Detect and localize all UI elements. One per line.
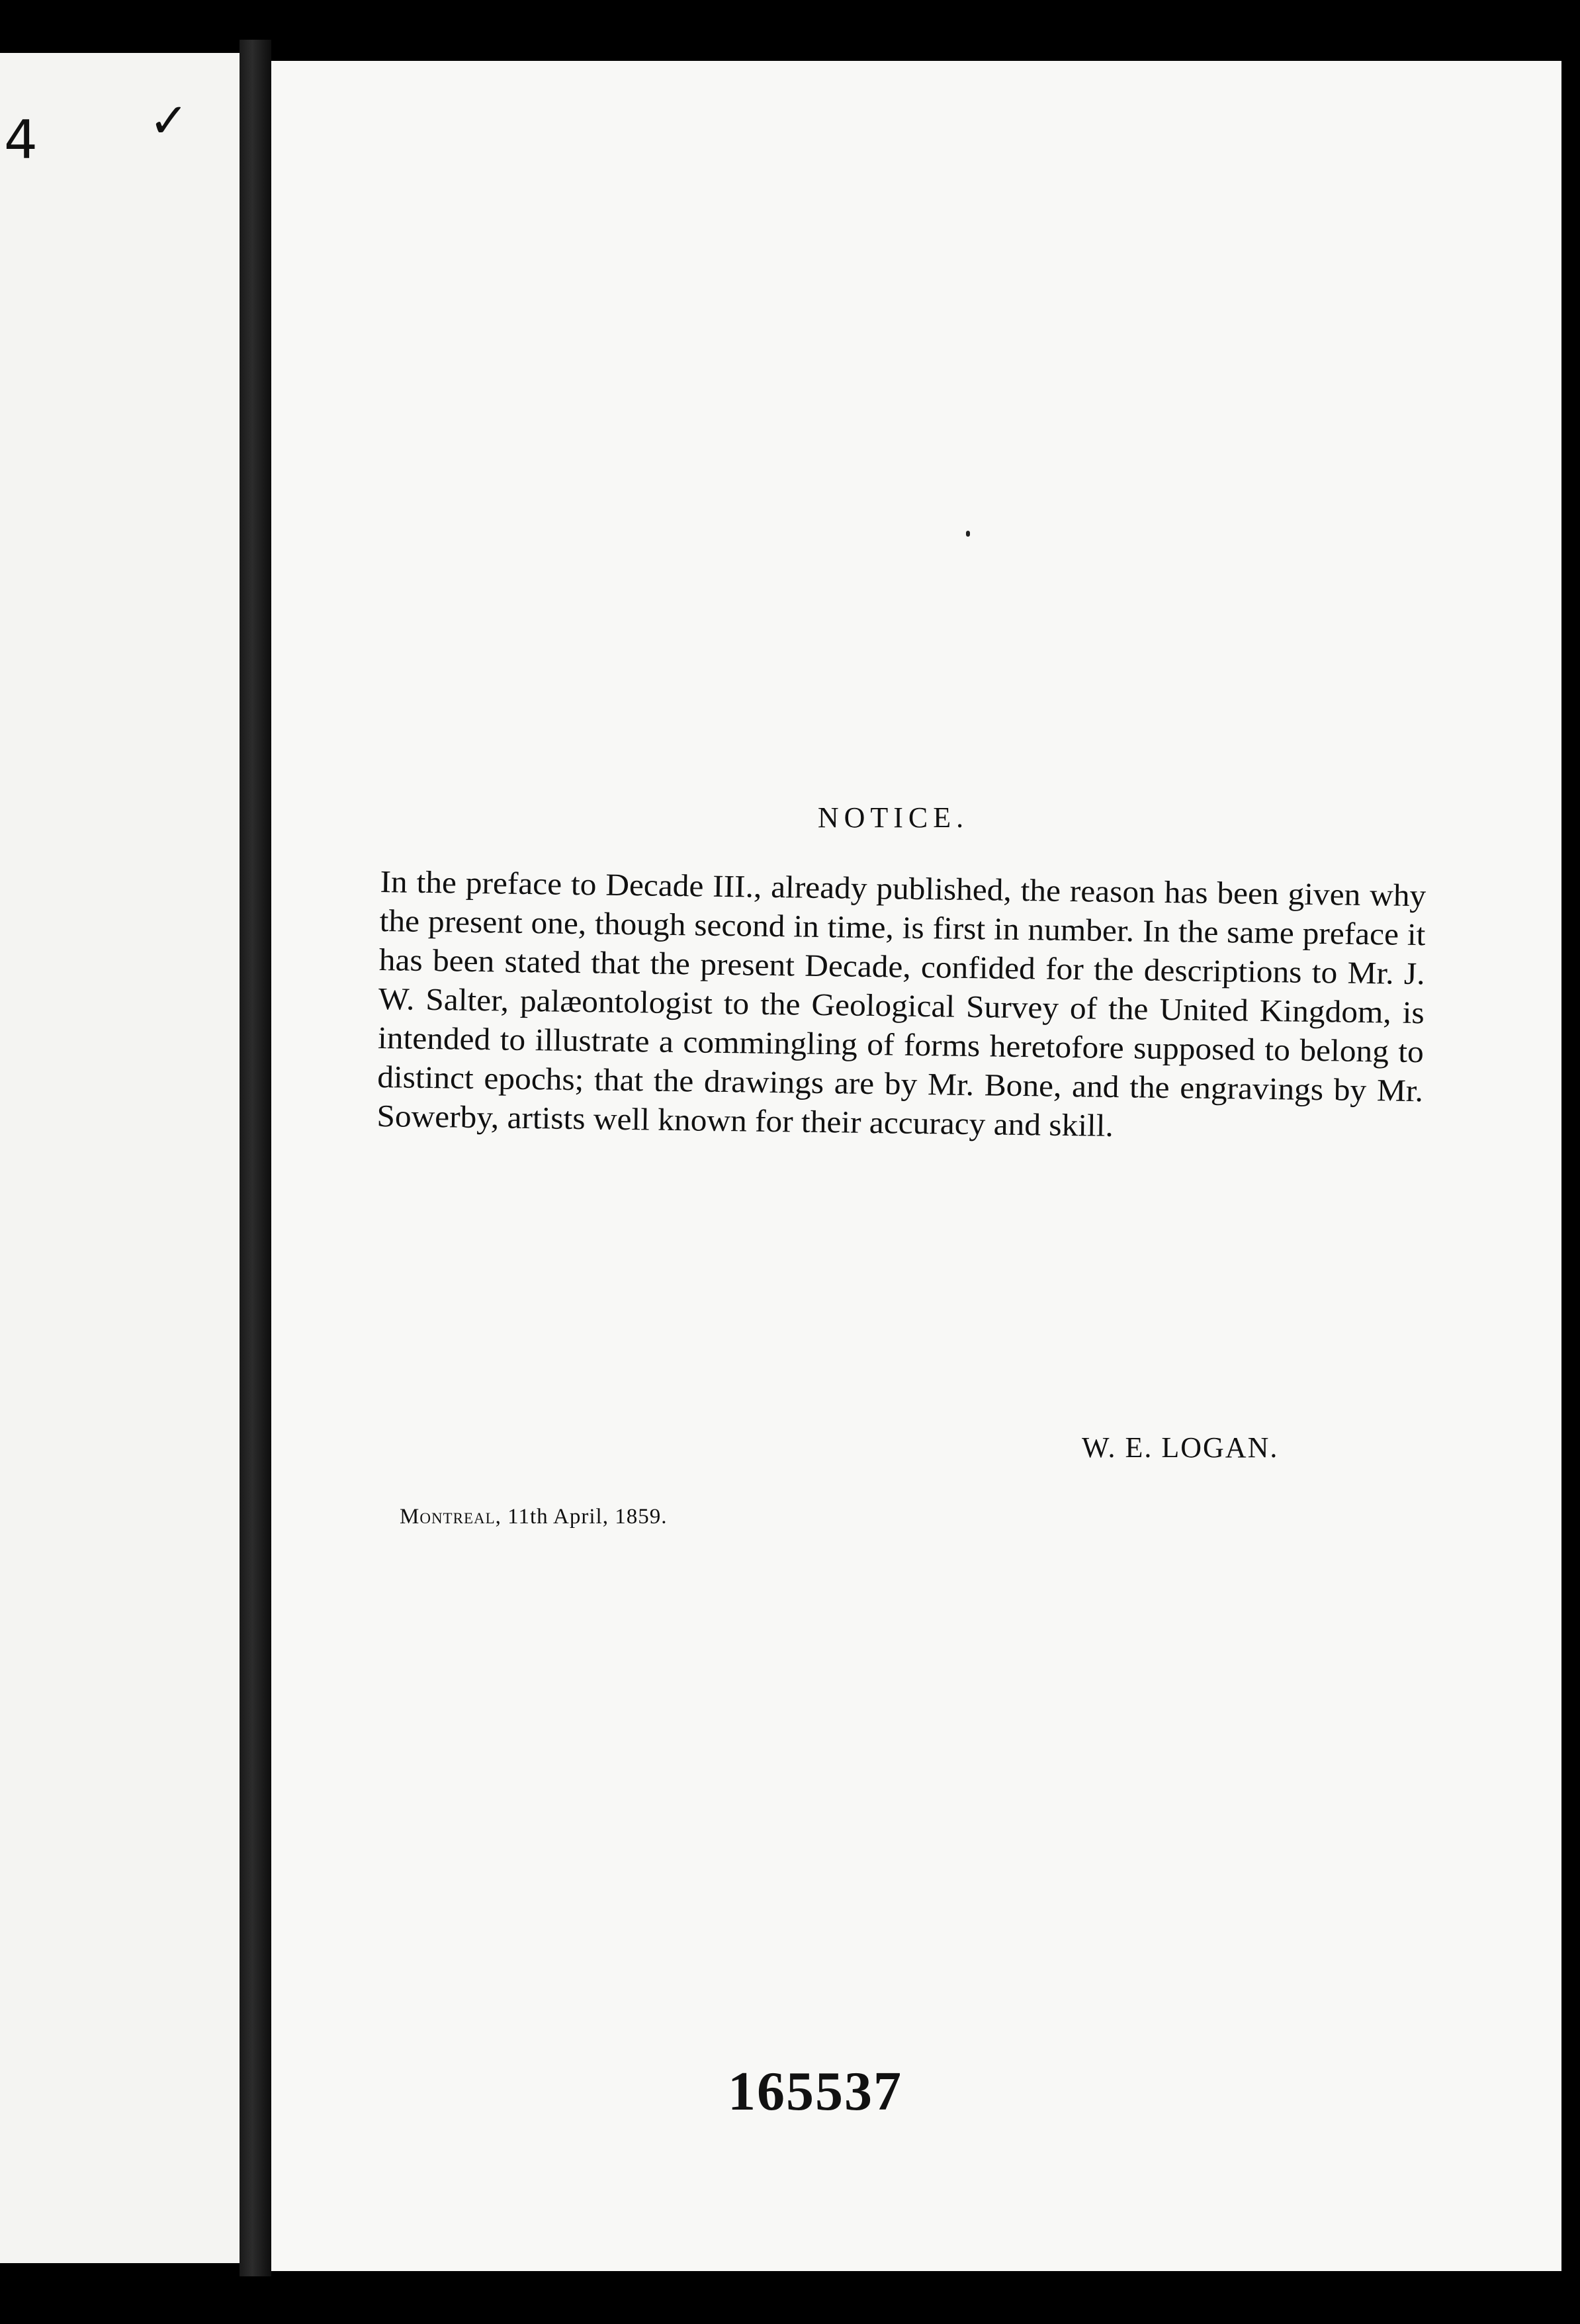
dateline-place: Montreal, [400,1505,502,1529]
notice-page [271,61,1561,2271]
signature: W. E. LOGAN. [1082,1431,1279,1464]
dateline [400,1505,667,1529]
ink-speck [966,531,970,537]
dateline-date: 11th April, 1859. [507,1505,668,1529]
margin-mark-tick: ✓ [149,93,189,148]
book-gutter [240,40,271,2276]
margin-mark-number: 4 [4,109,38,171]
notice-body-paragraph: In the preface to Decade III., already published, the reason has been given why the present one, though second in time, is first in number. In the same preface it has been stated that the present Decade, confided for the descriptions to Mr. J. W. Salter, palæontologist to the Geological Survey of the United Kingdom, is intended to illustrate a commingling of forms heretofore supposed to belong to distinct epochs; that the drawings are by Mr. Bone, and the engravings by Mr. Sowerby, artists well known for their accuracy and skill. [376,864,1426,1143]
notice-title: NOTICE. [817,801,969,834]
accession-stamp-number: 165537 [728,2061,902,2122]
left-page-edge [0,53,240,2263]
